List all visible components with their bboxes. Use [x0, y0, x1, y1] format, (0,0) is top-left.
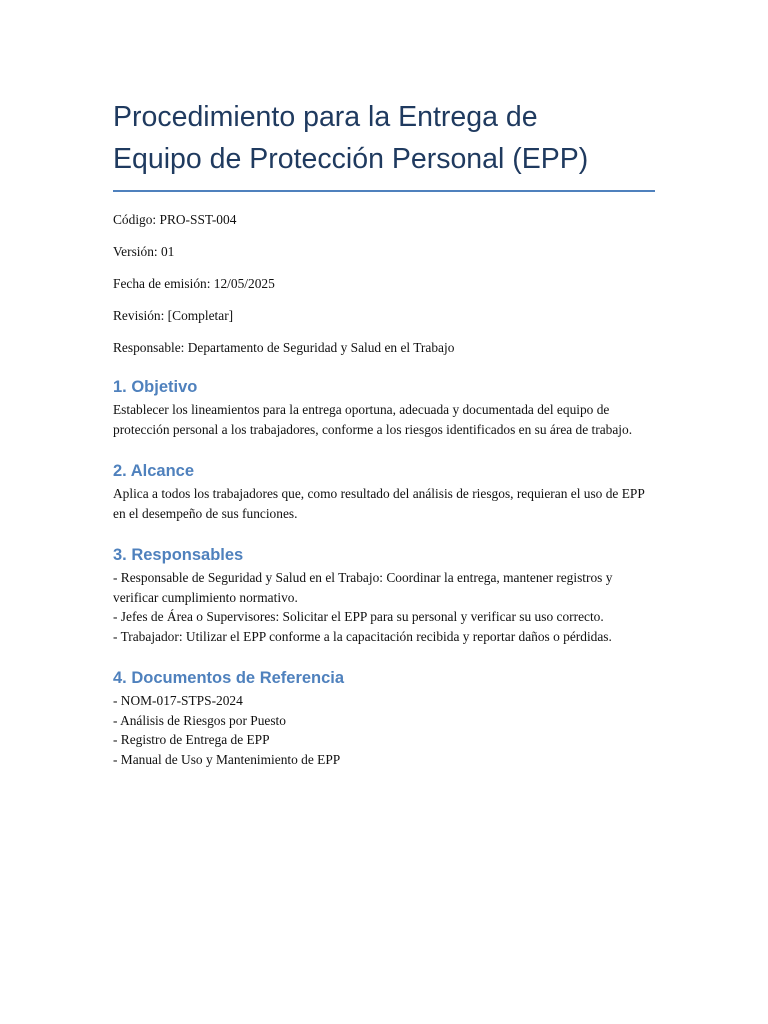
section-responsables: [113, 544, 655, 646]
list-item: - Manual de Uso y Mantenimiento de EPP: [113, 751, 341, 767]
meta-version: Versión: 01: [113, 244, 175, 259]
section-body-objetivo: [113, 400, 655, 439]
section-body-responsables: [113, 568, 655, 646]
meta-fecha-emision: Fecha de emisión: 12/05/2025: [113, 276, 275, 291]
section-heading-objetivo: 1. Objetivo: [113, 378, 198, 396]
document-title-line-1: Procedimiento para la Entrega de: [113, 101, 538, 133]
document-page: [113, 96, 655, 769]
section-objetivo: [113, 376, 655, 439]
section-heading-documentos-referencia: 4. Documentos de Referencia: [113, 669, 345, 687]
list-item: - Trabajador: Utilizar el EPP conforme a la capacitación recibida y reportar daños o pérdidas.: [113, 628, 612, 644]
meta-responsable: Responsable: Departamento de Seguridad y Salud en el Trabajo: [113, 340, 455, 355]
list-item: - Análisis de Riesgos por Puesto: [113, 712, 286, 728]
list-item: - Jefes de Área o Supervisores: Solicitar el EPP para su personal y verificar su uso correcto.: [113, 609, 604, 624]
document-title: [113, 96, 655, 180]
document-title-line-2: Equipo de Protección Personal (EPP): [113, 143, 589, 175]
section-line: Aplica a todos los trabajadores que, como resultado del análisis de riesgos, requieran el uso de EPP en el desempeño de sus funciones.: [113, 486, 645, 521]
list-item: - Registro de Entrega de EPP: [113, 732, 270, 747]
section-heading-responsables: 3. Responsables: [113, 546, 244, 564]
section-heading-alcance: 2. Alcance: [113, 462, 195, 480]
list-item: - NOM-017-STPS-2024: [113, 693, 243, 708]
list-item: - Responsable de Seguridad y Salud en el Trabajo: Coordinar la entrega, mantener registros y verificar cumplimiento normativo.: [113, 570, 613, 605]
section-documentos-referencia: [113, 667, 655, 769]
section-alcance: [113, 460, 655, 523]
title-divider: [113, 190, 655, 192]
section-body-documentos-referencia: [113, 691, 655, 769]
meta-codigo: Código: PRO-SST-004: [113, 212, 237, 227]
section-body-alcance: [113, 484, 655, 523]
section-line: Establecer los lineamientos para la entrega oportuna, adecuada y documentada del equipo de protección personal a los trabajadores, conforme a los riesgos identificados en su área de trabajo.: [113, 402, 633, 437]
meta-revision: Revisión: [Completar]: [113, 308, 234, 323]
document-metadata: [113, 211, 655, 357]
